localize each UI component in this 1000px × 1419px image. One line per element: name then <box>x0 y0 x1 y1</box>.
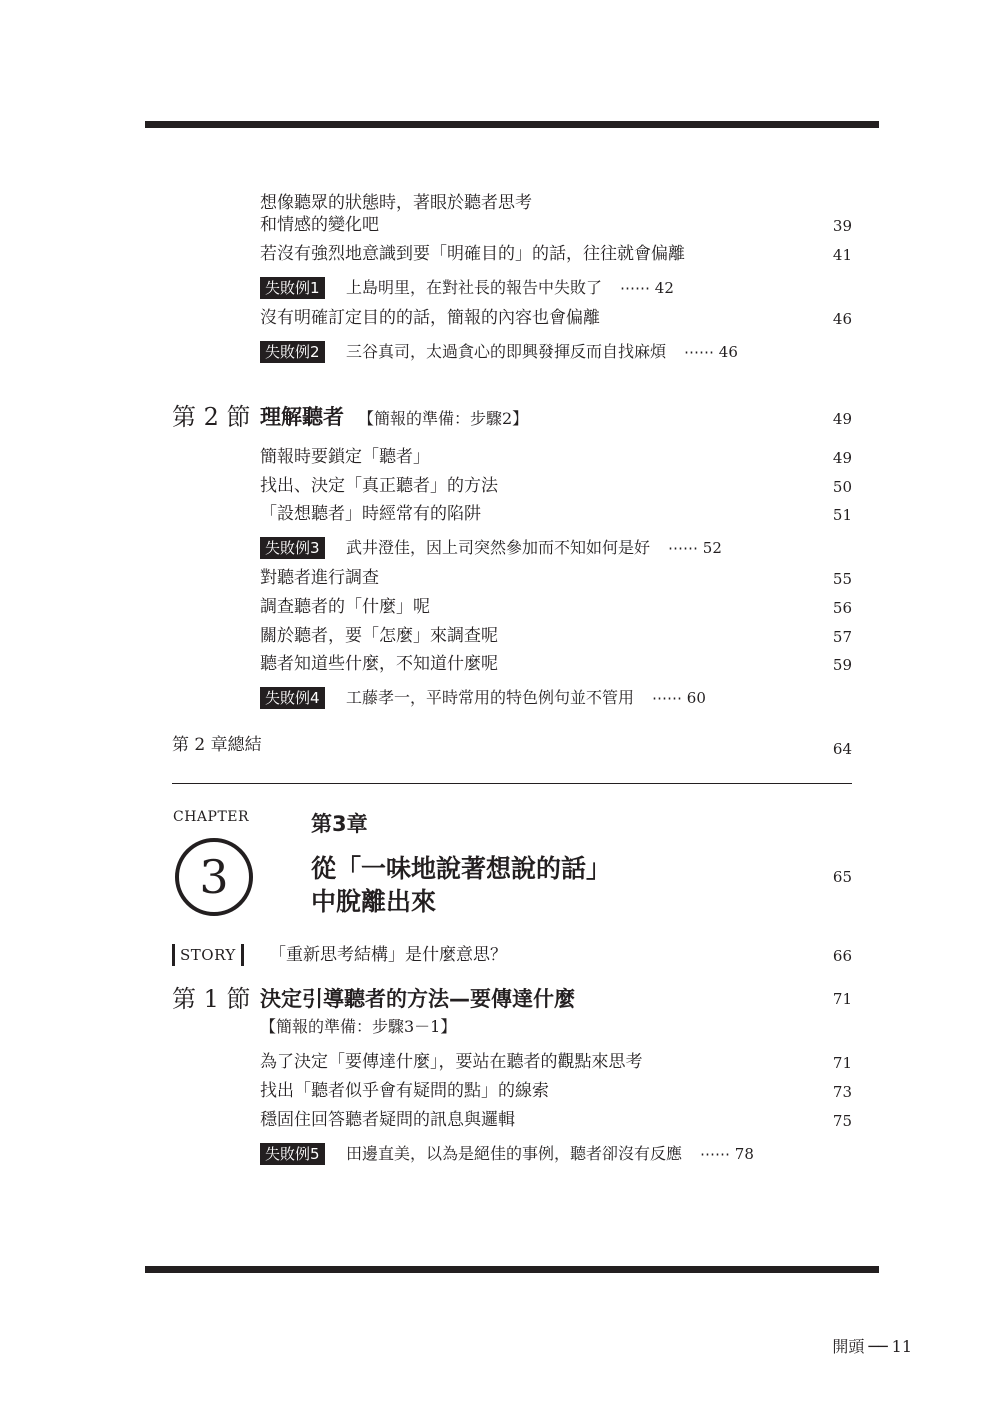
toc-entry-text: 穩固住回答聽者疑問的訊息與邏輯 <box>260 1110 515 1130</box>
chapter-number-label: 第3章 <box>311 812 368 836</box>
toc-entry-text: 找出、決定「真正聽者」的方法 <box>260 476 498 496</box>
section-label: 第 1 節 <box>172 985 251 1013</box>
page-footer: 開頭 ── 11 <box>832 1337 912 1356</box>
page-number: 11 <box>891 1337 912 1356</box>
section-subtitle: 【簡報的準備：步驟3－1】 <box>260 1017 457 1036</box>
failure-case-text: 武井澄佳，因上司突然參加而不知如何是好 ⋯⋯ 52 <box>346 538 722 557</box>
failure-case-badge: 失敗例1 <box>260 277 325 299</box>
toc-entry-page: 55 <box>832 570 852 588</box>
bottom-rule <box>145 1266 879 1273</box>
story-text: 「重新思考結構」是什麼意思？ <box>269 945 507 965</box>
section-title: 理解聽者 【簡報的準備：步驟2】 <box>260 405 529 429</box>
toc-entry-page: 75 <box>832 1112 852 1130</box>
toc-entry-page: 57 <box>832 628 852 646</box>
chapter-caption: CHAPTER <box>173 809 250 825</box>
section-page: 71 <box>832 990 852 1008</box>
toc-entry-page: 51 <box>832 506 852 524</box>
toc-entry-page: 73 <box>832 1083 852 1101</box>
chapter-summary-text: 第 2 章總結 <box>172 735 262 755</box>
toc-entry-page: 50 <box>832 478 852 496</box>
toc-entry-text: 聽者知道些什麼，不知道什麼呢 <box>260 654 498 674</box>
section-label: 第 2 節 <box>172 403 251 431</box>
section-page: 49 <box>832 410 852 428</box>
failure-case-badge: 失敗例5 <box>260 1143 325 1165</box>
toc-entry-page: 56 <box>832 599 852 617</box>
toc-entry-page: 71 <box>832 1054 852 1072</box>
toc-entry-page: 39 <box>832 217 852 235</box>
toc-entry-page: 59 <box>832 656 852 674</box>
failure-case-text: 三谷真司，太過貪心的即興發揮反而自找麻煩 ⋯⋯ 46 <box>346 342 738 361</box>
chapter-title <box>311 852 611 918</box>
toc-entry-text: 和情感的變化吧 <box>260 215 379 235</box>
chapter-title-line: 中脫離出來 <box>311 887 437 916</box>
failure-case-badge: 失敗例4 <box>260 687 325 709</box>
toc-entry-text: 簡報時要鎖定「聽者」 <box>260 447 430 467</box>
chapter-divider <box>172 783 852 784</box>
story-tag: STORY <box>172 944 244 966</box>
failure-case-text: 上島明里，在對社長的報告中失敗了 ⋯⋯ 42 <box>346 278 674 297</box>
chapter-number-circle: 3 <box>175 838 253 916</box>
toc-entry-text: 為了決定「要傳達什麼」，要站在聽者的觀點來思考 <box>260 1052 643 1072</box>
toc-entry-text: 關於聽者，要「怎麼」來調查呢 <box>260 626 498 646</box>
failure-case-badge: 失敗例2 <box>260 341 325 363</box>
toc-entry-text: 沒有明確訂定目的的話，簡報的內容也會偏離 <box>260 308 600 328</box>
toc-entry-text: 想像聽眾的狀態時，著眼於聽者思考 <box>260 193 532 213</box>
failure-case-badge: 失敗例3 <box>260 537 325 559</box>
failure-case-text: 工藤孝一，平時常用的特色例句並不管用 ⋯⋯ 60 <box>346 688 706 707</box>
toc-entry-text: 調查聽者的「什麼」呢 <box>260 597 430 617</box>
toc-entry-text: 對聽者進行調查 <box>260 568 379 588</box>
section-title: 決定引導聽者的方法—要傳達什麼 <box>260 987 575 1011</box>
toc-entry-page: 46 <box>832 310 852 328</box>
story-page: 66 <box>832 947 852 965</box>
toc-entry-page: 41 <box>832 246 852 264</box>
top-rule <box>145 121 879 128</box>
failure-case-text: 田邊直美，以為是絕佳的事例，聽者卻沒有反應 ⋯⋯ 78 <box>346 1144 754 1163</box>
toc-entry-text: 若沒有強烈地意識到要「明確目的」的話，往往就會偏離 <box>260 244 685 264</box>
chapter-page: 65 <box>832 868 852 886</box>
section-subtitle: 【簡報的準備：步驟2】 <box>358 409 529 428</box>
chapter-title-line: 從「一味地說著想說的話」 <box>311 854 612 883</box>
toc-entry-text: 找出「聽者似乎會有疑問的點」的線索 <box>260 1081 549 1101</box>
toc-entry-text: 「設想聽者」時經常有的陷阱 <box>260 504 481 524</box>
chapter-summary-page: 64 <box>832 740 852 758</box>
toc-entry-page: 49 <box>832 449 852 467</box>
